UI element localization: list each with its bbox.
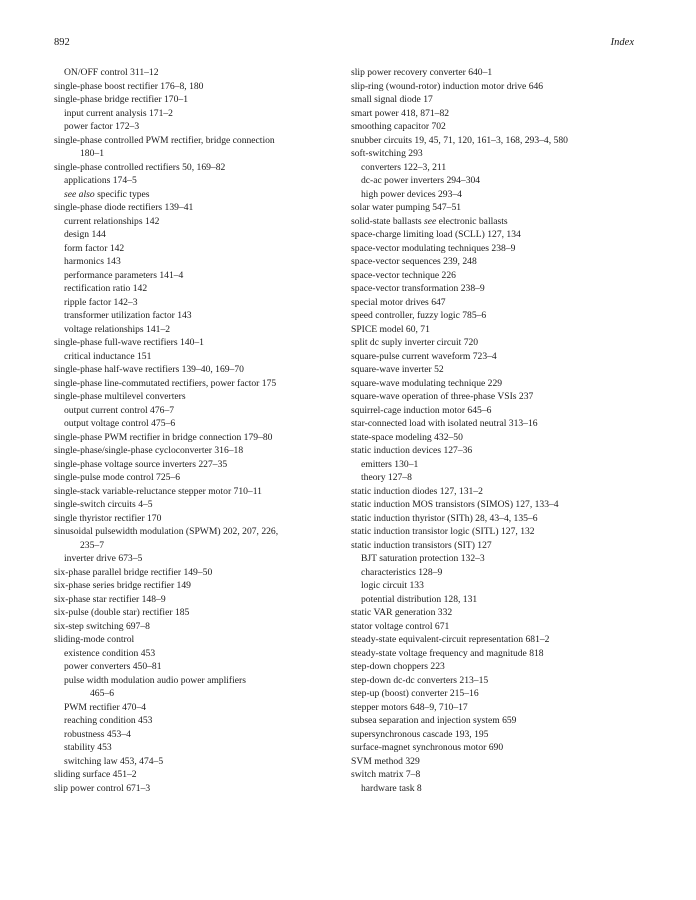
index-entry [351,660,651,674]
index-entry [64,215,334,229]
index-entry [361,593,651,607]
index-entry [351,606,651,620]
index-entry [54,390,334,404]
index-entry [351,714,651,728]
index-entry [351,525,651,539]
index-entry-text: square-wave operation of three-phase VSIs 237 [351,391,534,402]
index-entry-text: space-vector technique 226 [351,269,456,281]
index-entry [351,309,651,323]
index-entry [64,174,334,188]
index-entry-text: single-phase boost rectifier 176–8, 180 [54,80,204,92]
index-entry-text: static induction transistors (SIT) 127 [351,539,492,551]
index-entry [54,444,334,458]
index-entry-text: slip power control 671–3 [54,782,151,794]
index-entry [351,417,651,431]
index-entry [351,485,651,499]
index-entry-text: single-phase bridge rectifier 170–1 [54,94,188,105]
index-entry [361,458,651,472]
index-entry [351,755,651,769]
index-entry-text: special motor drives 647 [351,296,446,308]
index-entry-text: power converters 450–81 [64,661,162,672]
index-entry-text: split dc suply inverter circuit 720 [351,337,479,348]
index-entry-text: static induction devices 127–36 [351,445,473,456]
index-entry [54,161,334,175]
index-entry-text: emitters 130–1 [361,458,419,470]
index-entry [351,498,651,512]
index-entry-text: sinusoidal pulsewidth modulation (SPWM) 202, 207, 226, [54,526,279,537]
index-entry-text: stepper motors 648–9, 710–17 [351,701,468,713]
index-entry-text: sliding-mode control [54,634,135,645]
index-entry-text: switch matrix 7–8 [351,769,421,780]
index-entry-text: static induction MOS transistors (SIMOS) 127, 133–4 [351,499,559,510]
index-entry [351,269,651,283]
index-entry-text: current relationships 142 [64,215,160,227]
index-entry-text: solar water pumping 547–51 [351,202,462,213]
index-entry [361,566,651,580]
index-entry [351,201,651,215]
index-entry-continuation: 180–1 [80,148,104,159]
index-entry-text: six-phase series bridge rectifier 149 [54,580,191,591]
index-entry [351,147,651,161]
index-entry-text: inverter drive 673–5 [64,553,143,564]
index-entry-text: state-space modeling 432–50 [351,431,463,443]
index-entry-text: single-stack variable-reluctance stepper motor 710–11 [54,485,262,497]
index-entry [64,755,334,769]
index-entry-continuation: 465–6 [90,688,114,699]
index-entry-text: slip power recovery converter 640–1 [351,67,493,78]
index-entry-text: existence condition 453 [64,647,156,659]
index-entry-text: space-vector transformation 238–9 [351,283,485,294]
index-entry [361,161,651,175]
index-entry-text: stator voltage control 671 [351,620,450,632]
index-entry [54,525,334,552]
index-entry-text: output voltage control 475–6 [64,418,176,429]
index-entry-text: pulse width modulation audio power amplifiers [64,674,246,686]
index-entry-text: steady-state voltage frequency and magnitude 818 [351,647,544,659]
index-entry-text: solid-state ballasts [351,215,422,227]
index-entry-text: snubber circuits 19, 45, 71, 120, 161–3, 168, 293–4, 580 [351,134,568,146]
see-target: electronic ballasts [438,215,508,227]
index-entry [54,471,334,485]
index-entry [351,323,651,337]
index-entry-text: power factor 172–3 [64,121,140,132]
index-entry-text: subsea separation and injection system 659 [351,715,517,726]
index-entry-text: static induction transistor logic (SITL) 127, 132 [351,526,535,537]
index-entry-text: characteristics 128–9 [361,566,443,578]
index-entry-text: single thyristor rectifier 170 [54,512,162,524]
index-entry [351,363,651,377]
index-entry [54,606,334,620]
index-entry [54,363,334,377]
index-entry [54,566,334,580]
index-entry-text: input current analysis 171–2 [64,107,173,119]
index-entry [64,282,334,296]
index-entry [351,620,651,634]
index-entry-text: theory 127–8 [361,472,412,483]
index-entry-text: converters 122–3, 211 [361,161,447,173]
index-entry-text: single-phase line-commutated rectifiers, power factor 175 [54,377,277,389]
index-entry [54,201,334,215]
index-entry [351,431,651,445]
index-entry [54,593,334,607]
index-entry-text: squirrel-cage induction motor 645–6 [351,404,492,416]
index-entry [361,174,651,188]
index-entry [64,404,334,418]
index-entry-text: square-wave modulating technique 229 [351,377,503,389]
index-entry [64,188,334,202]
index-entry-text: form factor 142 [64,242,125,254]
index-entry-text: voltage relationships 141–2 [64,323,171,335]
index-entry-text: steady-state equivalent-circuit representation 681–2 [351,634,550,645]
index-entry [64,350,334,364]
index-entry-text: slip-ring (wound-rotor) induction motor drive 646 [351,80,544,92]
index-entry-text: BJT saturation protection 132–3 [361,553,485,564]
index-entry [351,282,651,296]
index-entry-text: space-vector sequences 239, 248 [351,256,477,267]
index-entry [351,215,651,229]
index-entry-text: robustness 453–4 [64,728,131,740]
index-entry [54,134,334,161]
index-entry-text: space-charge limiting load (SCLL) 127, 134 [351,229,521,240]
index-entry-text: surface-magnet synchronous motor 690 [351,742,504,753]
index-entry [54,458,334,472]
index-entry [351,134,651,148]
index-entry [351,633,651,647]
index-entry [54,431,334,445]
index-entry [64,107,334,121]
index-entry [351,80,651,94]
index-entry [351,728,651,742]
index-entry-text: static induction thyristor (SITh) 28, 43–4, 135–6 [351,512,538,524]
index-entry-text: specific types [97,188,150,200]
index-entry [54,512,334,526]
index-entry-text: supersynchronous cascade 193, 195 [351,728,489,740]
index-entry-text: single-switch circuits 4–5 [54,499,153,510]
index-entry-text: PWM rectifier 470–4 [64,701,147,713]
index-entry-text: single-phase PWM rectifier in bridge connection 179–80 [54,431,273,443]
index-entry-text: soft-switching 293 [351,148,423,159]
index-entry [361,579,651,593]
running-head-title: Index [610,37,634,48]
index-entry-text: performance parameters 141–4 [64,269,184,281]
index-entry [351,404,651,418]
index-entry [54,498,334,512]
index-entry-text: rectification ratio 142 [64,283,148,294]
index-entry-text: static VAR generation 332 [351,607,453,618]
index-entry-text: dc-ac power inverters 294–304 [361,175,481,186]
index-entry-text: six-step switching 697–8 [54,620,150,632]
index-entry [64,120,334,134]
index-entry [351,350,651,364]
index-entry [54,782,334,796]
index-entry [64,242,334,256]
index-entry-text: ripple factor 142–3 [64,296,138,308]
index-entry [64,228,334,242]
see-also-label: see also [64,188,95,200]
index-column-left [54,66,334,795]
index-entry-text: six-pulse (double star) rectifier 185 [54,607,190,618]
index-entry-text: switching law 453, 474–5 [64,755,164,767]
index-entry [64,296,334,310]
index-entry-text: square-pulse current waveform 723–4 [351,350,497,362]
index-entry [351,768,651,782]
index-entry [361,188,651,202]
index-entry [64,701,334,715]
index-entry [351,120,651,134]
index-entry [351,741,651,755]
index-column-right [351,66,651,795]
index-entry-text: critical inductance 151 [64,350,152,362]
index-entry-text: step-down dc-dc converters 213–15 [351,674,489,686]
index-entry-text: applications 174–5 [64,175,137,186]
index-entry-text: single-phase/single-phase cycloconverter 316–18 [54,445,244,456]
index-entry-text: single-phase controlled PWM rectifier, bridge connection [54,134,275,146]
index-entry [351,539,651,553]
index-entry-text: smart power 418, 871–82 [351,107,450,119]
index-entry-text: design 144 [64,229,106,240]
index-entry-continuation: 235–7 [80,539,104,551]
index-entry [54,633,334,647]
index-entry [351,647,651,661]
index-entry [64,417,334,431]
index-entry-text: SVM method 329 [351,755,420,767]
index-entry [351,687,651,701]
index-entry-text: logic circuit 133 [361,580,424,591]
index-entry-text: single-phase controlled rectifiers 50, 169–82 [54,161,226,173]
index-entry-text: SPICE model 60, 71 [351,323,430,335]
index-entry [351,296,651,310]
index-entry [351,336,651,350]
index-entry [64,674,334,701]
index-entry-text: static induction diodes 127, 131–2 [351,485,483,497]
index-entry-text: speed controller, fuzzy logic 785–6 [351,310,487,321]
page-number: 892 [54,37,70,48]
index-entry-text: single-phase multilevel converters [54,391,186,402]
index-entry [351,93,651,107]
index-entry-text: sliding surface 451–2 [54,769,137,780]
index-entry [54,336,334,350]
see-label: see [424,215,437,227]
index-entry [64,269,334,283]
index-entry [64,323,334,337]
index-entry-text: six-phase parallel bridge rectifier 149–50 [54,566,213,578]
index-entry [351,390,651,404]
index-entry [351,512,651,526]
index-entry [64,728,334,742]
index-entry-text: small signal diode 17 [351,94,433,105]
index-entry [361,471,651,485]
index-entry-text: harmonics 143 [64,256,121,267]
index-entry [351,255,651,269]
index-entry-text: output current control 476–7 [64,404,175,416]
index-entry [351,242,651,256]
index-entry-text: single-phase voltage source inverters 227–35 [54,458,228,470]
index-entry-text: square-wave inverter 52 [351,364,444,375]
index-entry [54,579,334,593]
index-entry-text: six-phase star rectifier 148–9 [54,593,166,605]
index-entry [54,485,334,499]
index-entry [64,255,334,269]
index-entry-text: smoothing capacitor 702 [351,121,446,132]
index-entry [54,80,334,94]
index-entry [64,66,334,80]
index-entry [351,107,651,121]
index-entry [54,377,334,391]
index-entry-text: transformer utilization factor 143 [64,310,192,321]
index-entry-text: high power devices 293–4 [361,188,462,200]
index-entry [64,714,334,728]
index-entry-text: space-vector modulating techniques 238–9 [351,242,516,254]
index-entry-text: potential distribution 128, 131 [361,593,478,605]
index-entry [361,782,651,796]
index-entry [54,768,334,782]
index-entry [351,444,651,458]
index-entry [54,93,334,107]
index-entry [351,674,651,688]
index-entry-text: single-phase diode rectifiers 139–41 [54,202,194,213]
index-entry-text: single-phase half-wave rectifiers 139–40, 169–70 [54,364,244,375]
index-entry [64,741,334,755]
index-entry-text: single-phase full-wave rectifiers 140–1 [54,337,204,348]
index-entry-text: single-pulse mode control 725–6 [54,472,181,483]
index-entry [64,552,334,566]
index-entry-text: reaching condition 453 [64,715,153,726]
index-entry [351,377,651,391]
index-entry-text: star-connected load with isolated neutral 313–16 [351,418,538,429]
index-entry [54,620,334,634]
index-entry-text: step-down choppers 223 [351,661,445,672]
index-entry-text: hardware task 8 [361,782,422,794]
index-entry [64,660,334,674]
index-entry-text: ON/OFF control 311–12 [64,67,159,78]
index-entry [351,228,651,242]
index-entry [64,309,334,323]
index-entry [351,701,651,715]
index-entry [361,552,651,566]
index-entry [351,66,651,80]
index-entry-text: stability 453 [64,742,112,753]
index-entry-text: step-up (boost) converter 215–16 [351,688,479,699]
index-entry [64,647,334,661]
